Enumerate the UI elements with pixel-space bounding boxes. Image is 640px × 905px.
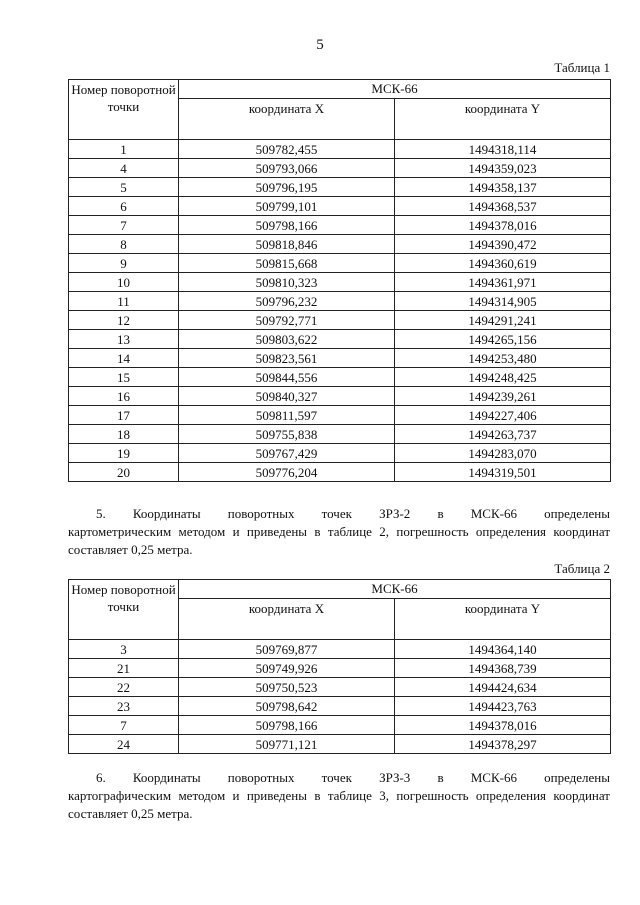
point-number-cell: 12 [69,311,179,330]
table-row [69,659,611,678]
coord-x-cell: 509818,846 [179,235,395,254]
table-row [69,235,611,254]
coord-x-cell: 509844,556 [179,368,395,387]
point-number-cell: 13 [69,330,179,349]
point-number-cell: 7 [69,216,179,235]
coord-y-cell: 1494390,472 [395,235,611,254]
coord-x-cell: 509749,926 [179,659,395,678]
coord-x-cell: 509767,429 [179,444,395,463]
table-row [69,140,611,159]
coord-x-cell: 509796,232 [179,292,395,311]
coord-y-cell: 1494361,971 [395,273,611,292]
coord-y-cell: 1494248,425 [395,368,611,387]
table-row [69,697,611,716]
coord-y-cell: 1494358,137 [395,178,611,197]
table2-body [69,640,611,754]
table-row [69,444,611,463]
point-number-cell: 20 [69,463,179,482]
coord-x-cell: 509792,771 [179,311,395,330]
page-number: 5 [316,37,324,53]
coord-x-cell: 509840,327 [179,387,395,406]
table-row [69,387,611,406]
table-row [69,311,611,330]
table1-caption: Таблица 1 [554,60,610,75]
coord-x-cell: 509798,166 [179,716,395,735]
table2-header-y: координата Y [395,599,611,640]
paragraph-5-first-line: 5. Координаты поворотных точек ЗРЗ-2 в МСК-66 определены [96,506,610,521]
coord-x-cell: 509815,668 [179,254,395,273]
point-number-cell: 18 [69,425,179,444]
point-number-cell: 5 [69,178,179,197]
coord-y-cell: 1494360,619 [395,254,611,273]
point-number-cell: 15 [69,368,179,387]
table1-header-point: Номер поворотной точки [69,80,179,140]
coord-x-cell: 509798,642 [179,697,395,716]
coord-y-cell: 1494368,537 [395,197,611,216]
point-number-cell: 16 [69,387,179,406]
coord-y-cell: 1494378,297 [395,735,611,754]
coord-y-cell: 1494283,070 [395,444,611,463]
coord-x-cell: 509771,121 [179,735,395,754]
coord-y-cell: 1494239,261 [395,387,611,406]
coord-x-cell: 509755,838 [179,425,395,444]
point-number-cell: 11 [69,292,179,311]
point-number-cell: 1 [69,140,179,159]
table-row [69,330,611,349]
coord-x-cell: 509798,166 [179,216,395,235]
coord-y-cell: 1494253,480 [395,349,611,368]
point-number-cell: 24 [69,735,179,754]
table-row [69,349,611,368]
paragraph-5 [68,505,610,559]
point-number-cell: 17 [69,406,179,425]
coord-y-cell: 1494378,016 [395,216,611,235]
coord-y-cell: 1494359,023 [395,159,611,178]
coord-y-cell: 1494368,739 [395,659,611,678]
table1-header-x: координата X [179,99,395,140]
point-number-cell: 7 [69,716,179,735]
table-row [69,425,611,444]
table2-header-x: координата X [179,599,395,640]
table1-header-system: МСК-66 [179,80,611,99]
table-row [69,273,611,292]
coord-y-cell: 1494378,016 [395,716,611,735]
paragraph-5-rest: картометрическим методом и приведены в таблице 2, погрешность определения координат составляет 0,25 метра. [68,524,610,557]
table-row [69,178,611,197]
coord-y-cell: 1494314,905 [395,292,611,311]
paragraph-6-first-line: 6. Координаты поворотных точек ЗРЗ-3 в МСК-66 определены [96,770,610,785]
coord-y-cell: 1494291,241 [395,311,611,330]
coord-x-cell: 509782,455 [179,140,395,159]
coord-x-cell: 509811,597 [179,406,395,425]
point-number-cell: 23 [69,697,179,716]
coord-y-cell: 1494263,737 [395,425,611,444]
point-number-cell: 8 [69,235,179,254]
table-row [69,292,611,311]
table1 [68,79,611,482]
table-row [69,368,611,387]
table2-caption: Таблица 2 [554,561,610,576]
point-number-cell: 14 [69,349,179,368]
table2 [68,579,611,754]
point-number-cell: 3 [69,640,179,659]
coord-y-cell: 1494319,501 [395,463,611,482]
table-row [69,406,611,425]
point-number-cell: 21 [69,659,179,678]
coord-x-cell: 509776,204 [179,463,395,482]
table1-header-y: координата Y [395,99,611,140]
coord-x-cell: 509796,195 [179,178,395,197]
table-row [69,159,611,178]
paragraph-6 [68,769,610,823]
table-row [69,254,611,273]
paragraph-6-rest: картографическим методом и приведены в таблице 3, погрешность определения координат составляет 0,25 метра. [68,788,610,821]
coord-y-cell: 1494423,763 [395,697,611,716]
coord-y-cell: 1494364,140 [395,640,611,659]
coord-x-cell: 509823,561 [179,349,395,368]
coord-y-cell: 1494265,156 [395,330,611,349]
coord-x-cell: 509769,877 [179,640,395,659]
point-number-cell: 9 [69,254,179,273]
coord-x-cell: 509750,523 [179,678,395,697]
point-number-cell: 19 [69,444,179,463]
point-number-cell: 22 [69,678,179,697]
table-row [69,197,611,216]
table-row [69,678,611,697]
table-row [69,735,611,754]
coord-y-cell: 1494227,406 [395,406,611,425]
point-number-cell: 6 [69,197,179,216]
table2-header-system: МСК-66 [179,580,611,599]
point-number-cell: 4 [69,159,179,178]
table-row [69,216,611,235]
coord-y-cell: 1494318,114 [395,140,611,159]
table-row [69,463,611,482]
table1-body [69,140,611,482]
table-row [69,716,611,735]
coord-x-cell: 509803,622 [179,330,395,349]
coord-x-cell: 509793,066 [179,159,395,178]
table-row [69,640,611,659]
coord-x-cell: 509799,101 [179,197,395,216]
point-number-cell: 10 [69,273,179,292]
coord-x-cell: 509810,323 [179,273,395,292]
coord-y-cell: 1494424,634 [395,678,611,697]
table2-header-point: Номер поворотной точки [69,580,179,640]
